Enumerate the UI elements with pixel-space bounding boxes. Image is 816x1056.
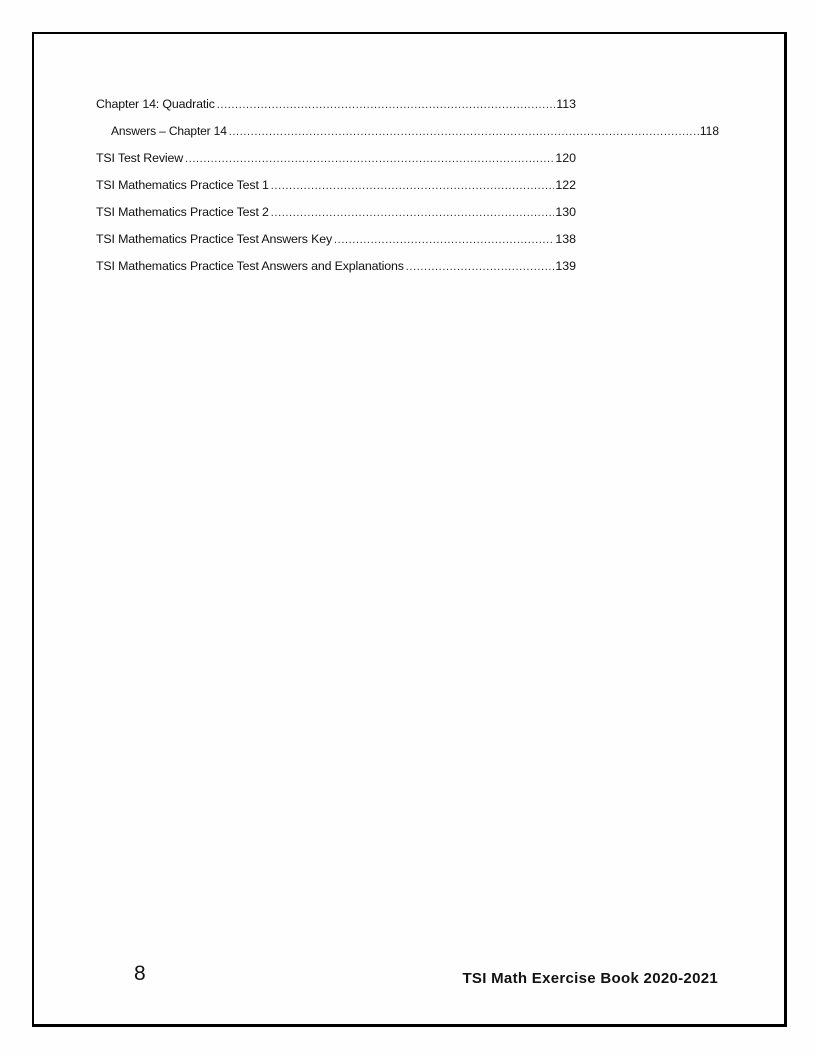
toc-entry-title: TSI Mathematics Practice Test 1: [96, 178, 269, 192]
toc-leader-dots: [406, 261, 555, 273]
toc-entry-answers-chapter-14[interactable]: [111, 124, 719, 140]
toc-entry-title: Answers – Chapter 14: [111, 124, 227, 138]
toc-entry-page: 122: [555, 178, 576, 192]
toc-entry-title: Chapter 14: Quadratic: [96, 97, 215, 111]
footer-book-title: TSI Math Exercise Book 2020-2021: [462, 970, 718, 987]
toc-entry-page: 118: [699, 124, 719, 138]
toc-entry-title: TSI Mathematics Practice Test Answers and Explanations: [96, 259, 404, 273]
toc-leader-dots: [229, 126, 699, 138]
toc-entry-test-review[interactable]: [96, 151, 576, 167]
page-number: 8: [134, 962, 146, 985]
toc-entry-page: 113: [556, 97, 576, 111]
toc-entry-title: TSI Mathematics Practice Test 2: [96, 205, 269, 219]
toc-leader-dots: [334, 234, 554, 246]
toc-entry-page: 139: [555, 259, 576, 273]
toc-leader-dots: [185, 153, 554, 165]
toc-leader-dots: [271, 207, 555, 219]
toc-entry-practice-test-1[interactable]: [96, 178, 576, 194]
toc-entry-answers-explanations[interactable]: [96, 259, 576, 275]
toc-entry-page: 130: [555, 205, 576, 219]
toc-entry-page: 138: [555, 232, 576, 246]
toc-entry-answers-key[interactable]: [96, 232, 576, 248]
toc-leader-dots: [217, 99, 555, 111]
toc-entry-chapter-14[interactable]: [96, 97, 576, 113]
toc-entry-practice-test-2[interactable]: [96, 205, 576, 221]
toc-entry-title: TSI Mathematics Practice Test Answers Key: [96, 232, 333, 246]
toc-entry-page: 120: [555, 151, 576, 165]
toc-leader-dots: [271, 180, 555, 192]
toc-entry-title: TSI Test Review: [96, 151, 184, 165]
